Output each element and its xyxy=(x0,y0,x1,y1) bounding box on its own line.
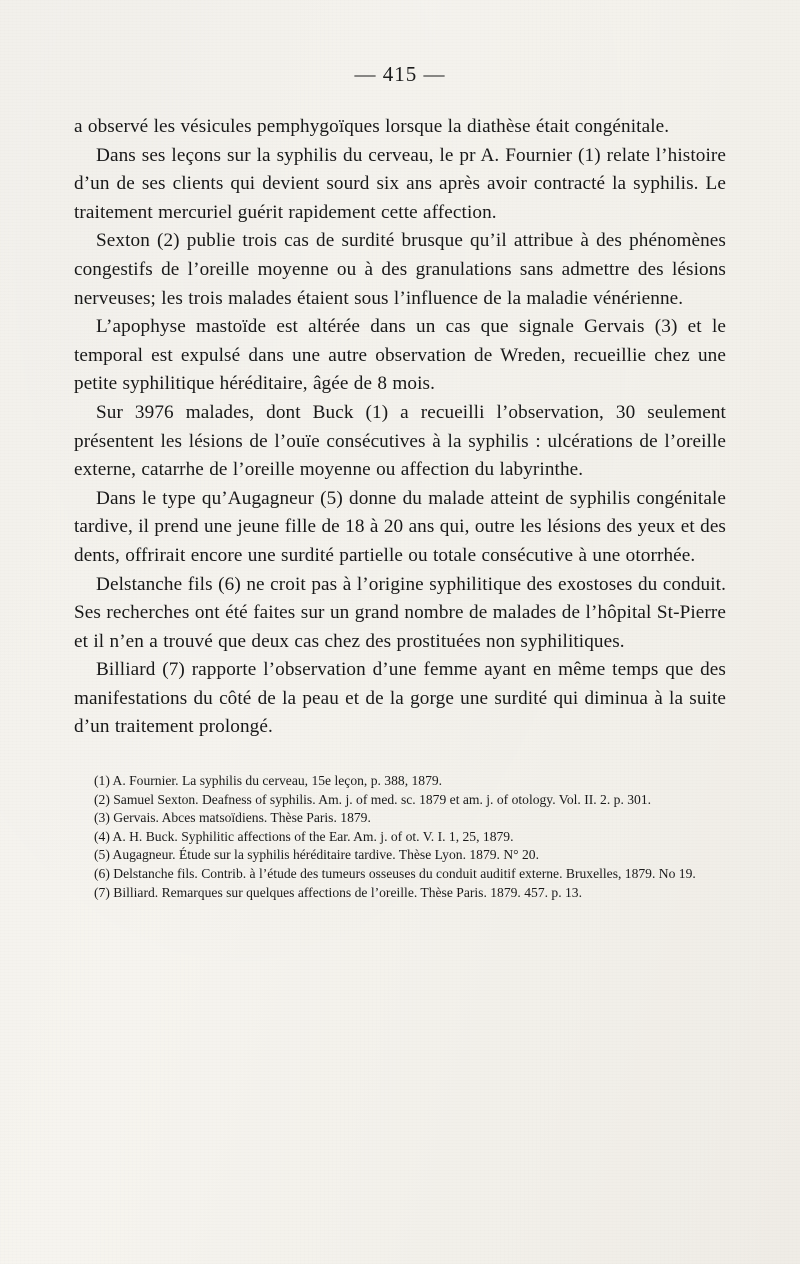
paragraph: Delstanche fils (6) ne croit pas à l’origine syphilitique des exostoses du conduit. Ses recherches ont été faites sur un grand nombre de malades de l’hôpital St-Pierre et il n’en a trouvé que deux cas chez des prostituées non syphilitiques. xyxy=(74,573,726,652)
page-content xyxy=(74,0,726,902)
paragraph: L’apophyse mastoïde est altérée dans un cas que signale Gervais (3) et le temporal est expulsé dans une autre observation de Wreden, recueillie chez une petite syphilitique héréditaire, âgée de 8 mois. xyxy=(74,316,726,395)
footnote-item: (1) A. Fournier. La syphilis du cerveau, 15e leçon, p. 388, 1879. xyxy=(94,773,443,789)
footnote-item: (4) A. H. Buck. Syphilitic affections of the Ear. Am. j. of ot. V. I. 1, 25, 1879. xyxy=(94,828,514,844)
paragraph: Dans le type qu’Augagneur (5) donne du malade atteint de syphilis congénitale tardive, il prend une jeune fille de 18 à 20 ans qui, outre les lésions des yeux et des dents, offrirait encore une surdité partielle ou totale consécutive à une otorrhée. xyxy=(74,487,726,566)
paragraph: Dans ses leçons sur la syphilis du cerveau, le pr A. Fournier (1) relate l’histoire d’un de ses clients qui devient sourd six ans après avoir contracté la syphilis. Le traitement mercuriel guérit rapidement cette affection. xyxy=(74,144,726,223)
paragraph: a observé les vésicules pemphygoïques lorsque la diathèse était congénitale. xyxy=(74,116,670,137)
footnote-item: (6) Delstanche fils. Contrib. à l’étude des tumeurs osseuses du conduit auditif externe. Bruxelles, 1879. No 19. xyxy=(94,866,696,882)
paragraph: Billiard (7) rapporte l’observation d’une femme ayant en même temps que des manifestations du côté de la peau et de la gorge une surdité qui diminua à la suite d’un traitement prolongé. xyxy=(74,659,726,738)
page-number: — 415 — xyxy=(354,62,446,86)
footnote-item: (7) Billiard. Remarques sur quelques affections de l’oreille. Thèse Paris. 1879. 457. p. 13. xyxy=(94,884,583,900)
footnote-item: (3) Gervais. Abces matsoïdiens. Thèse Paris. 1879. xyxy=(94,810,371,826)
paragraph: Sexton (2) publie trois cas de surdité brusque qu’il attribue à des phénomènes congestifs de l’oreille moyenne ou à des granulations sans admettre des lésions nerveuses; les trois malades étaient sous l’influence de la maladie vénérienne. xyxy=(74,230,726,309)
footnotes-section xyxy=(74,772,714,901)
body-text xyxy=(74,113,726,742)
paragraph: Sur 3976 malades, dont Buck (1) a recueilli l’observation, 30 seulement présentent les lésions de l’ouïe consécutives à la syphilis : ulcérations de l’oreille externe, catarrhe de l’oreille moyenne ou affection du labyrinthe. xyxy=(74,401,726,481)
footnote-item: (5) Augagneur. Étude sur la syphilis héréditaire tardive. Thèse Lyon. 1879. N° 20. xyxy=(94,847,539,863)
footnote-item: (2) Samuel Sexton. Deafness of syphilis. Am. j. of med. sc. 1879 et am. j. of otology. Vol. II. 2. p. 301. xyxy=(94,791,652,807)
